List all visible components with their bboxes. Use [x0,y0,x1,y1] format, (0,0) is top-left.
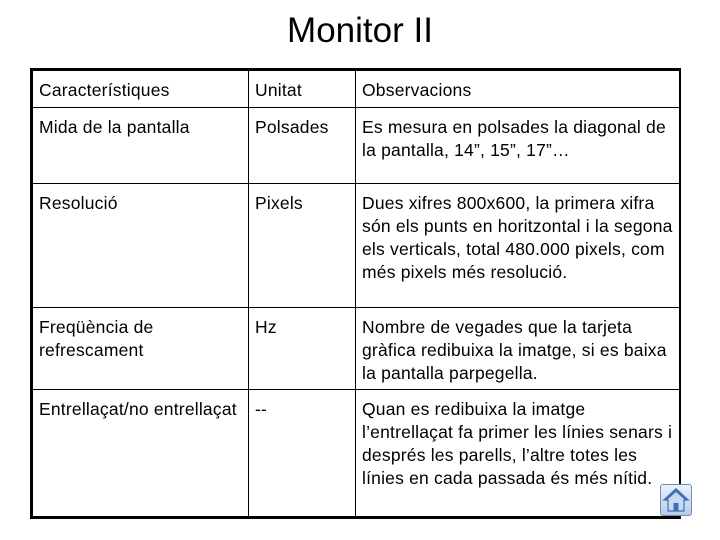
table-row [33,390,680,517]
unit-cell: -- [249,390,356,517]
notes-cell: Nombre de vegades que la tarjeta gràfica redibuixa la imatge, si es baixa la pantalla parpegella. [356,308,680,390]
home-icon [661,485,691,515]
feature-cell: Freqüència de refrescament [33,308,249,390]
notes-cell: Quan es redibuixa la imatge l’entrellaçat fa primer les línies senars i després les parells, l’altre totes les línies en cada passada és més nítid. [356,390,680,517]
feature-cell: Entrellaçat/no entrellaçat [33,390,249,517]
header-cell-notes: Observacions [356,71,680,108]
table-row [33,308,680,390]
features-table [30,68,681,519]
unit-cell: Pixels [249,184,356,308]
unit-cell: Polsades [249,108,356,184]
header-cell-features: Característiques [33,71,249,108]
table-header-row [33,71,680,108]
feature-cell: Resolució [33,184,249,308]
notes-cell: Es mesura en polsades la diagonal de la pantalla, 14”, 15”, 17”… [356,108,680,184]
feature-cell: Mida de la pantalla [33,108,249,184]
unit-cell: Hz [249,308,356,390]
header-cell-unit: Unitat [249,71,356,108]
slide-title: Monitor II [287,11,433,50]
notes-cell: Dues xifres 800x600, la primera xifra són els punts en horitzontal i la segona els verticals, total 480.000 pixels, com més pixels més resolució. [356,184,680,308]
table-row [33,108,680,184]
table-row [33,184,680,308]
home-button[interactable] [660,484,692,516]
